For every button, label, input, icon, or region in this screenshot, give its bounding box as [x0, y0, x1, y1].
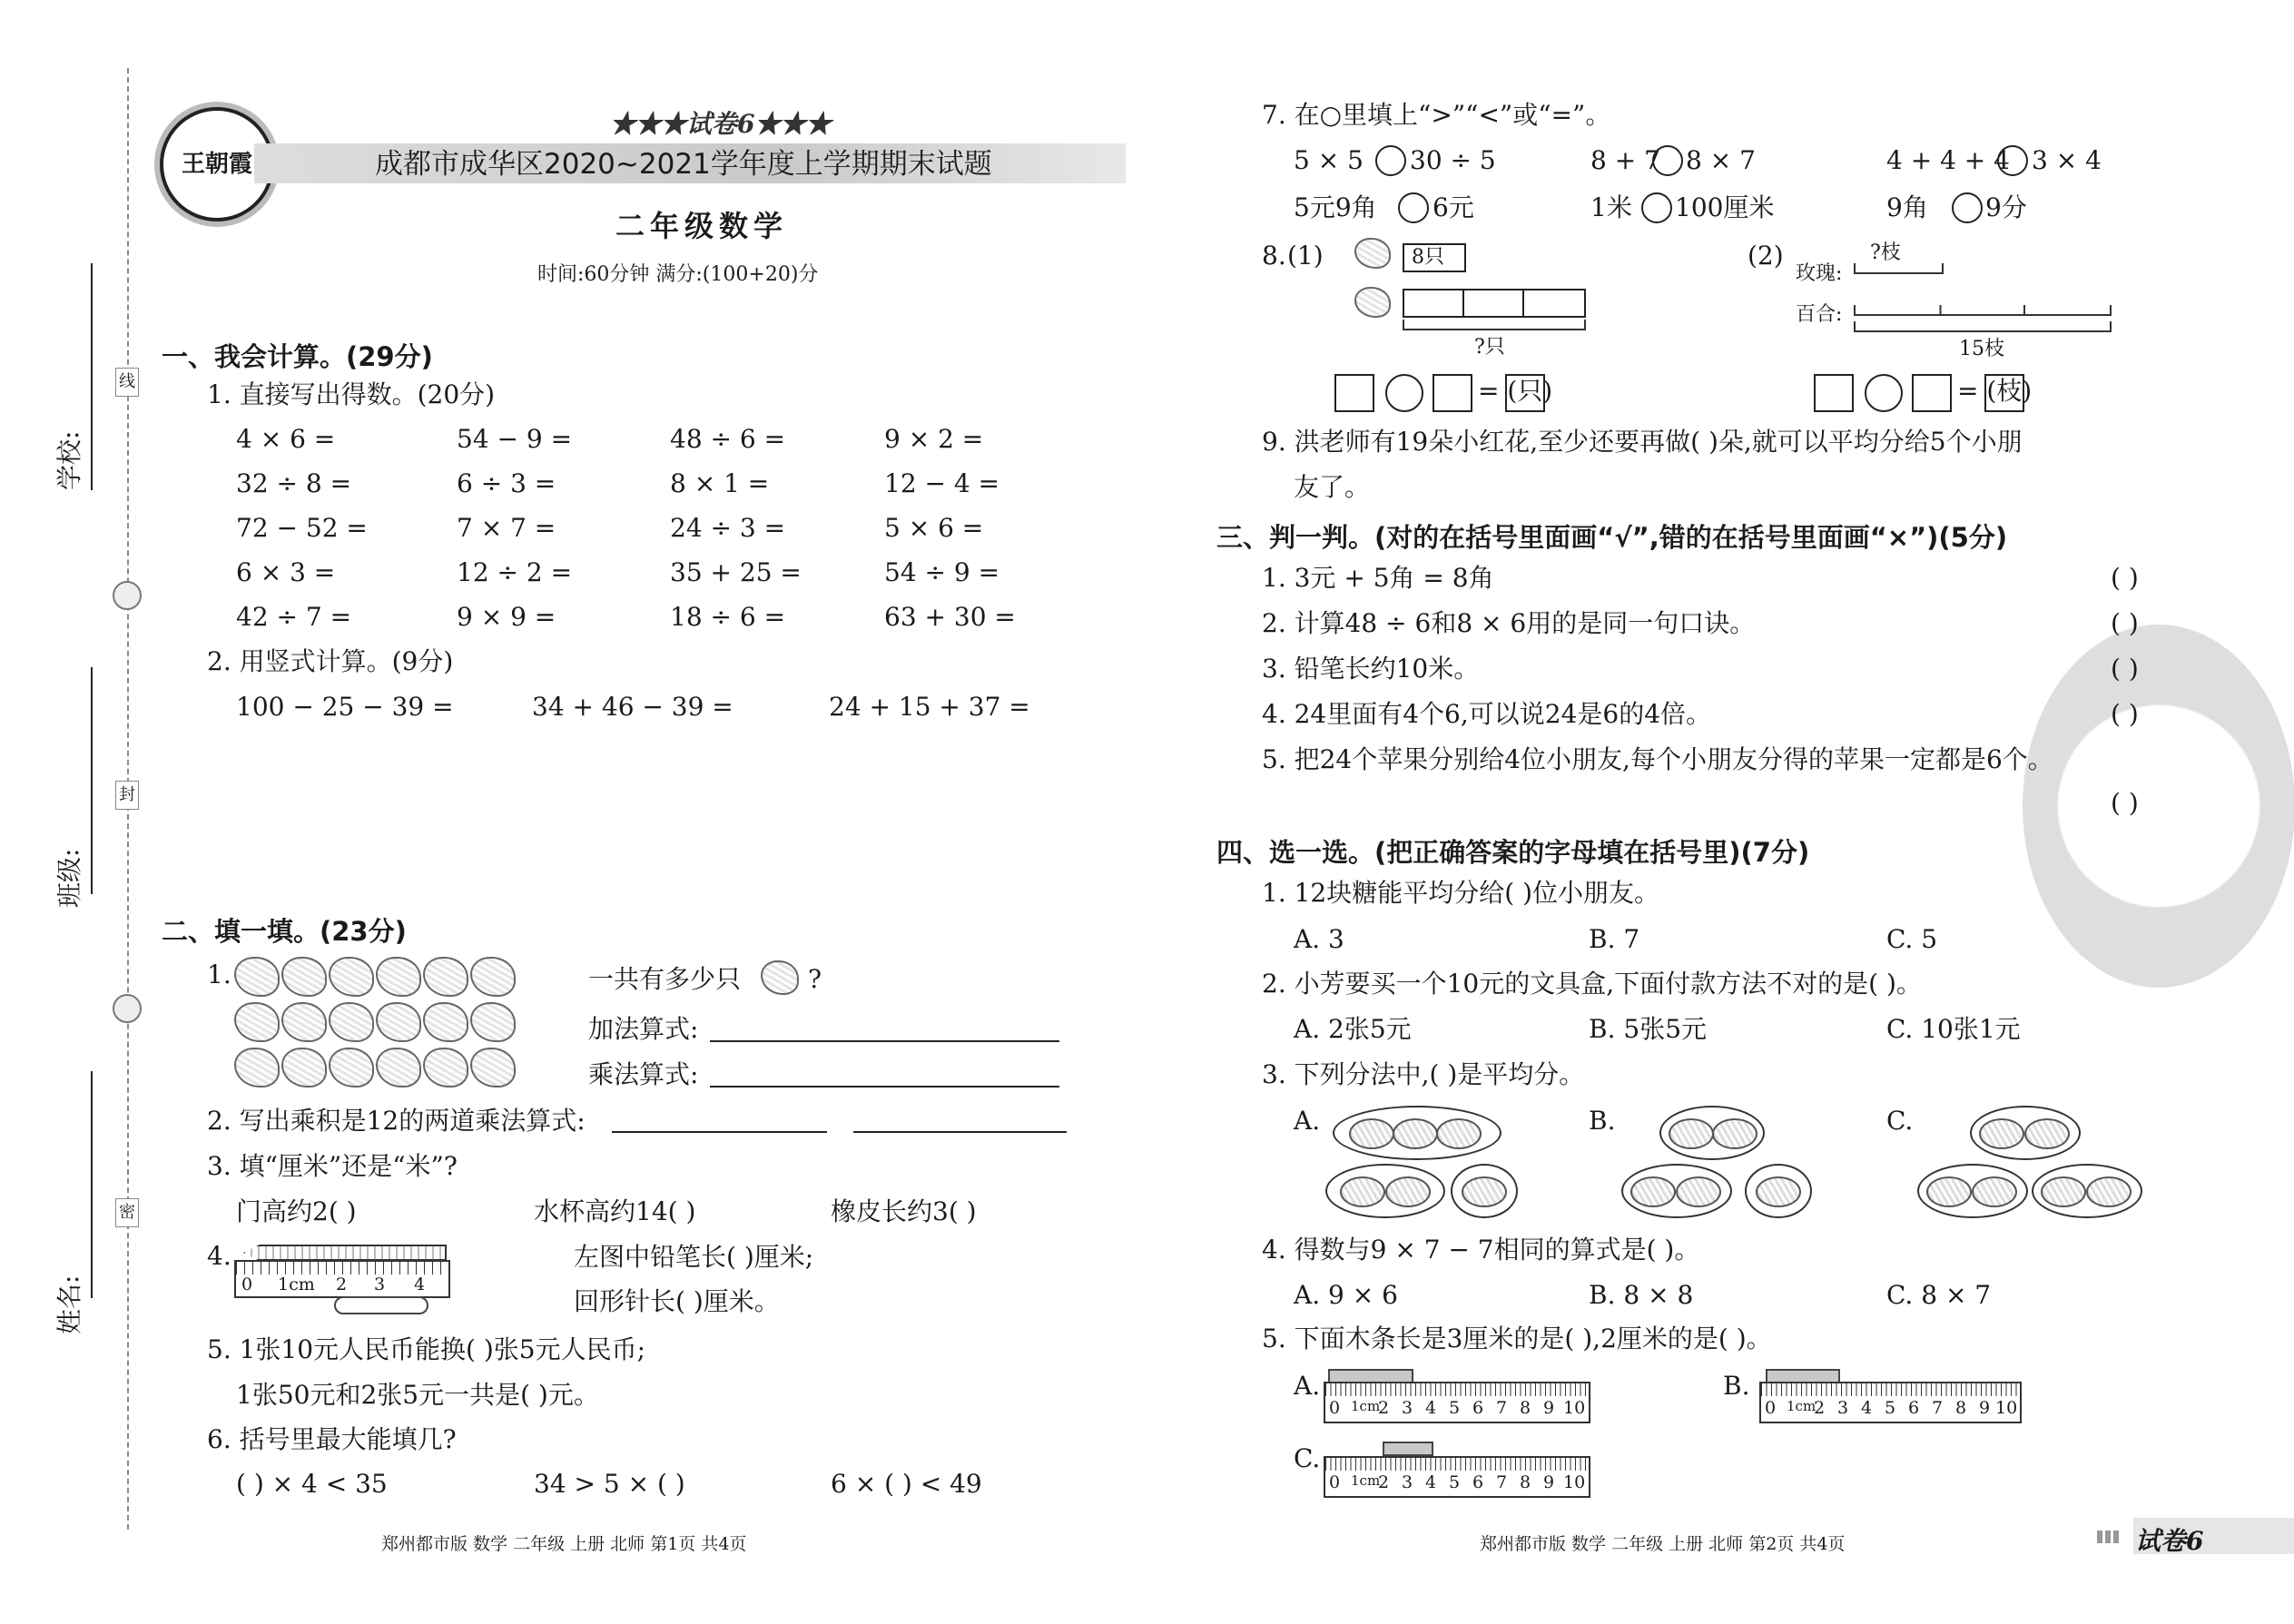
ruler-label: 3	[374, 1275, 386, 1294]
bug-icon	[423, 957, 468, 997]
judge-item: 3. 铅笔长约10米。	[1262, 654, 1480, 684]
q8-2-total: 15枝	[1959, 338, 2004, 360]
choice-option[interactable]: B. 5张5元	[1589, 1014, 1708, 1044]
calc-item: 12 − 4 =	[884, 468, 1000, 498]
ruler-label: 0	[1329, 1472, 1341, 1492]
max-fill-item[interactable]: ( ) × 4 < 35	[236, 1469, 388, 1499]
calc-item: 35 + 25 =	[670, 557, 802, 587]
answer-box[interactable]	[1334, 374, 1374, 412]
q8-2-unit: = (枝)	[1957, 376, 2033, 406]
ruler-label: 9	[1543, 1398, 1555, 1418]
s2-q1-add-label: 加法算式:	[588, 1014, 699, 1044]
unit-fill-item[interactable]: 橡皮长约3( )	[831, 1196, 977, 1226]
choice-option[interactable]: C. 8 × 7	[1886, 1280, 1992, 1310]
answer-box[interactable]	[1433, 374, 1472, 412]
fish-icon	[1712, 1118, 1757, 1149]
binding-mark-mi: 密	[115, 1198, 139, 1227]
fish-icon	[2024, 1118, 2070, 1149]
ruler-label: 6	[1472, 1472, 1484, 1492]
compare-right: 9分	[1985, 192, 2027, 222]
s2-q1-mul-label: 乘法算式:	[588, 1059, 699, 1089]
compare-left: 4 + 4 + 4	[1886, 145, 2010, 175]
ruler-label: 1cm	[1787, 1398, 1816, 1414]
compare-right: 100厘米	[1675, 192, 1775, 222]
compare-right: 3 × 4	[2032, 145, 2102, 175]
logo-text: 王朝霞	[181, 151, 252, 178]
ruler-c	[1324, 1456, 1590, 1498]
ruler-label: 8	[1520, 1398, 1531, 1418]
ruler-ticks	[1325, 1458, 1589, 1471]
ruler-label: 0	[241, 1275, 253, 1294]
name-field[interactable]	[91, 1071, 93, 1298]
ruler-label: 8	[1520, 1472, 1531, 1492]
choice-option[interactable]: A. 9 × 6	[1294, 1280, 1398, 1310]
compare-circle[interactable]	[1398, 192, 1429, 223]
ruler	[234, 1260, 450, 1298]
ruler-label: 6	[1908, 1398, 1920, 1418]
fish-icon	[1926, 1176, 1972, 1207]
q8-1-unit: = (只)	[1478, 376, 1553, 406]
calc-item: 8 × 1 =	[670, 468, 770, 498]
choice-option[interactable]: B. 7	[1589, 924, 1640, 954]
q8-2-rose-question: ?枝	[1870, 241, 1901, 264]
bug-icon	[376, 1048, 421, 1088]
compare-left: 5元9角	[1294, 192, 1377, 222]
decor-circle-icon	[113, 994, 142, 1023]
fish-icon	[1630, 1176, 1676, 1207]
s2-q4-a: 左图中铅笔长( )厘米;	[574, 1242, 814, 1272]
fish-icon	[1349, 1118, 1394, 1149]
s1-q2-title: 2. 用竖式计算。(9分)	[207, 646, 454, 676]
max-fill-item[interactable]: 6 × ( ) < 49	[831, 1469, 982, 1499]
judge-item: 4. 24里面有4个6,可以说24是6的4倍。	[1262, 699, 1712, 729]
bug-icon	[1354, 238, 1391, 269]
q8-2-rose-label: 玫瑰:	[1796, 262, 1843, 285]
bug-icon	[423, 1048, 468, 1088]
bug-icon	[470, 957, 516, 997]
name-label: 姓名:	[54, 1275, 84, 1334]
compare-circle[interactable]	[1375, 145, 1406, 176]
fish-icon	[1340, 1176, 1385, 1207]
class-label: 班级:	[54, 848, 84, 908]
calc-item: 12 ÷ 2 =	[457, 557, 573, 587]
choice-option[interactable]: B. 8 × 8	[1589, 1280, 1694, 1310]
compare-left: 1米	[1590, 192, 1632, 222]
choice-q3: 3. 下列分法中,( )是平均分。	[1262, 1059, 1585, 1089]
ruler-label: 5	[1449, 1472, 1461, 1492]
fish-icon	[1385, 1176, 1431, 1207]
time-info: 时间:60分钟 满分:(100+20)分	[537, 263, 819, 286]
choice-q2: 2. 小芳要买一个10元的文具盒,下面付款方法不对的是( )。	[1262, 969, 1922, 999]
ruler-label: 6	[1472, 1398, 1484, 1418]
ruler-label: 9	[1543, 1472, 1555, 1492]
fish-icon	[1979, 1118, 2024, 1149]
ruler-label: 1cm	[1351, 1398, 1381, 1414]
q8-1-label: (1)	[1287, 241, 1324, 271]
ruler-label: 4	[1861, 1398, 1873, 1418]
ruler-label: 9	[1979, 1398, 1991, 1418]
ruler-label: 7	[1496, 1472, 1508, 1492]
s2-q1-qmark: ?	[808, 964, 822, 994]
bug-icon	[329, 957, 374, 997]
judge-answer[interactable]: ( )	[2111, 563, 2139, 593]
q7-title: 7. 在○里填上“>”“<”或“=”。	[1262, 100, 1611, 130]
s2-q4-b: 回形针长( )厘米。	[574, 1286, 780, 1316]
ruler-label: 7	[1932, 1398, 1944, 1418]
pencil-drawing	[243, 1245, 447, 1261]
calc-item: 6 ÷ 3 =	[457, 468, 556, 498]
compare-left: 9角	[1886, 192, 1928, 222]
ruler-label: 10	[1995, 1398, 2018, 1418]
q8-1-brace	[1403, 320, 1586, 330]
calc-item: 42 ÷ 7 =	[236, 602, 352, 632]
s2-q1-num: 1.	[207, 960, 231, 989]
judge-answer[interactable]: ( )	[2111, 608, 2139, 638]
bug-icon	[470, 1048, 516, 1088]
ruler-label: 8	[1955, 1398, 1967, 1418]
ruler-label: 2	[336, 1275, 348, 1294]
ruler-label: 4	[1425, 1472, 1437, 1492]
seal-watermark	[2023, 625, 2294, 988]
s1-q1-title: 1. 直接写出得数。(20分)	[207, 379, 496, 409]
ruler-label: 5	[1885, 1398, 1896, 1418]
ruler-label: 4	[414, 1275, 426, 1294]
compare-right: 30 ÷ 5	[1410, 145, 1496, 175]
fish-icon	[1393, 1118, 1438, 1149]
footer-badge	[2093, 1518, 2294, 1554]
section3-title: 三、判一判。(对的在括号里面画“√”,错的在括号里面画“×”)(5分)	[1216, 522, 2008, 553]
bug-icon	[423, 1002, 468, 1042]
compare-circle[interactable]	[1641, 192, 1672, 223]
wood-strip-c	[1383, 1442, 1433, 1456]
ruler-a	[1324, 1382, 1590, 1423]
choice-option[interactable]: C.	[1294, 1443, 1321, 1473]
ruler-label: 10	[1563, 1398, 1586, 1418]
fish-icon	[1462, 1176, 1507, 1207]
judge-answer[interactable]: ( )	[2111, 654, 2139, 684]
choice-q4: 4. 得数与9 × 7 − 7相同的算式是( )。	[1262, 1235, 1700, 1265]
ruler-label: 2	[1378, 1472, 1390, 1492]
section2-title: 二、填一填。(23分)	[162, 916, 407, 947]
choice-option[interactable]: B.	[1589, 1106, 1616, 1136]
product-formula-field-2[interactable]	[853, 1131, 1067, 1133]
s2-q4-num: 4.	[207, 1241, 231, 1271]
footer-right: 郑州都市版 数学 二年级 上册 北师 第2页 共4页	[1480, 1534, 1846, 1554]
calc-item: 4 × 6 =	[236, 424, 336, 454]
calc-item: 54 − 9 =	[457, 424, 573, 454]
calc-item: 63 + 30 =	[884, 602, 1016, 632]
bug-icon	[329, 1002, 374, 1042]
fish-icon	[1972, 1176, 2017, 1207]
bug-icon	[761, 960, 799, 995]
fish-icon	[2041, 1176, 2086, 1207]
calc-item: 18 ÷ 6 =	[670, 602, 786, 632]
q8-2-lily-bar	[1854, 305, 2112, 316]
q8-1-segment	[1522, 289, 1586, 318]
school-field[interactable]	[91, 263, 93, 490]
choice-option[interactable]: A.	[1294, 1371, 1321, 1401]
q8-2-lily-label: 百合:	[1796, 303, 1843, 326]
calc-item: 48 ÷ 6 =	[670, 424, 786, 454]
calc-item: 5 × 6 =	[884, 513, 984, 543]
ruler-label: 2	[1814, 1398, 1826, 1418]
s2-q2: 2. 写出乘积是12的两道乘法算式:	[207, 1106, 586, 1136]
choice-q5: 5. 下面木条长是3厘米的是( ),2厘米的是( )。	[1262, 1324, 1772, 1353]
s2-q5-b: 1张50元和2张5元一共是( )元。	[236, 1380, 599, 1410]
q8-1-known-box	[1403, 243, 1466, 272]
calc-item: 32 ÷ 8 =	[236, 468, 352, 498]
vertical-calc-item: 24 + 15 + 37 =	[829, 692, 1030, 722]
fish-icon	[2086, 1176, 2132, 1207]
ruler-label: 7	[1496, 1398, 1508, 1418]
answer-box[interactable]	[1912, 374, 1952, 412]
vertical-calc-item: 34 + 46 − 39 =	[532, 692, 733, 722]
ruler-label: 10	[1563, 1472, 1586, 1492]
bug-icon	[281, 1048, 327, 1088]
bug-icon	[281, 957, 327, 997]
ruler-ticks	[1761, 1383, 2020, 1396]
section1-title: 一、我会计算。(29分)	[162, 341, 433, 372]
calc-item: 7 × 7 =	[457, 513, 556, 543]
q8-2-label: (2)	[1748, 241, 1784, 271]
paperclip-drawing	[334, 1296, 428, 1314]
choice-option[interactable]: A. 2张5元	[1294, 1014, 1412, 1044]
compare-right: 6元	[1433, 192, 1474, 222]
ruler-label: 3	[1402, 1398, 1413, 1418]
ruler-label: 3	[1837, 1398, 1849, 1418]
judge-answer[interactable]: ( )	[2111, 699, 2139, 729]
s2-q5-a: 5. 1张10元人民币能换( )张5元人民币;	[207, 1334, 646, 1364]
binding-mark-xian: 线	[115, 368, 139, 397]
stars-label: ★★★试卷6★★★	[610, 109, 832, 139]
choice-option[interactable]: C. 10张1元	[1886, 1014, 2021, 1044]
calc-item: 54 ÷ 9 =	[884, 557, 1000, 587]
bug-icon	[376, 1002, 421, 1042]
school-label: 学校:	[54, 430, 84, 490]
calc-item: 72 − 52 =	[236, 513, 368, 543]
q8-1-segment	[1403, 289, 1466, 318]
ruler-label: 4	[1425, 1398, 1437, 1418]
bug-icon	[234, 1048, 280, 1088]
badge-label: 试卷6	[2135, 1526, 2204, 1556]
ruler-b	[1759, 1382, 2022, 1423]
q8-1-known-label: 8只	[1412, 246, 1444, 269]
compare-circle[interactable]	[1997, 145, 2028, 176]
q8-1-segment	[1462, 289, 1526, 318]
calc-item: 9 × 9 =	[457, 602, 556, 632]
fish-icon	[1436, 1118, 1482, 1149]
compare-circle[interactable]	[1652, 145, 1683, 176]
footer-left: 郑州都市版 数学 二年级 上册 北师 第1页 共4页	[381, 1534, 747, 1554]
compare-left: 5 × 5	[1294, 145, 1364, 175]
compare-circle[interactable]	[1952, 192, 1983, 223]
choice-q1: 1. 12块糖能平均分给( )位小朋友。	[1262, 878, 1659, 908]
calc-item: 6 × 3 =	[236, 557, 336, 587]
ruler-label: 0	[1329, 1398, 1341, 1418]
judge-answer[interactable]: ( )	[2111, 788, 2139, 818]
q8-1-question: ?只	[1474, 336, 1505, 359]
ruler-label: 1cm	[278, 1275, 315, 1294]
ruler-label: 2	[1378, 1398, 1390, 1418]
s2-q6-title: 6. 括号里最大能填几?	[207, 1424, 457, 1454]
subject-title: 二年级数学	[615, 209, 789, 243]
q9-line2: 友了。	[1294, 472, 1371, 502]
bug-icon	[1354, 287, 1391, 318]
bug-icon	[470, 1002, 516, 1042]
unit-fill-item[interactable]: 门高约2( )	[236, 1196, 357, 1226]
judge-item: 1. 3元 + 5角 = 8角	[1262, 563, 1494, 593]
ruler-label: 5	[1449, 1398, 1461, 1418]
q8-2-brace	[1854, 321, 2112, 332]
q8-num: 8.	[1262, 241, 1286, 271]
ruler-label: 3	[1402, 1472, 1413, 1492]
fish-icon	[1669, 1118, 1714, 1149]
ruler-ticks	[236, 1262, 448, 1275]
s2-q1-question: 一共有多少只	[588, 964, 742, 994]
s2-q3-title: 3. 填“厘米”还是“米”?	[207, 1151, 458, 1181]
class-field[interactable]	[91, 667, 93, 894]
choice-option[interactable]: A.	[1294, 1106, 1321, 1136]
bug-icon	[234, 957, 280, 997]
ruler-label: 0	[1765, 1398, 1777, 1418]
add-formula-field[interactable]	[710, 1040, 1059, 1042]
bug-icon	[281, 1002, 327, 1042]
badge-squares-icon	[2097, 1530, 2119, 1543]
product-formula-field-1[interactable]	[612, 1131, 827, 1133]
choice-option[interactable]: A. 3	[1294, 924, 1344, 954]
binding-mark-feng: 封	[115, 781, 139, 810]
calc-item: 24 ÷ 3 =	[670, 513, 786, 543]
judge-item: 2. 计算48 ÷ 6和8 × 6用的是同一句口诀。	[1262, 608, 1756, 638]
choice-option[interactable]: C.	[1886, 1106, 1914, 1136]
choice-option[interactable]: C. 5	[1886, 924, 1938, 954]
answer-box[interactable]	[1814, 374, 1854, 412]
bug-icon	[376, 957, 421, 997]
bug-icon	[329, 1048, 374, 1088]
judge-item: 5. 把24个苹果分别给4位小朋友,每个小朋友分得的苹果一定都是6个。	[1262, 744, 2053, 774]
answer-circle[interactable]	[1385, 374, 1423, 412]
section4-title: 四、选一选。(把正确答案的字母填在括号里)(7分)	[1216, 837, 1810, 868]
ruler-ticks	[1325, 1383, 1589, 1396]
bugs-group	[234, 957, 516, 1091]
fish-icon	[1756, 1176, 1801, 1207]
calc-item: 9 × 2 =	[884, 424, 984, 454]
vertical-calc-item: 100 − 25 − 39 =	[236, 692, 454, 722]
decor-circle-icon	[113, 581, 142, 610]
max-fill-item[interactable]: 34 > 5 × ( )	[534, 1469, 685, 1499]
answer-circle[interactable]	[1865, 374, 1903, 412]
q9-line1: 9. 洪老师有19朵小红花,至少还要再做( )朵,就可以平均分给5个小朋	[1262, 427, 2023, 457]
unit-fill-item[interactable]: 水杯高约14( )	[534, 1196, 696, 1226]
compare-right: 8 × 7	[1686, 145, 1756, 175]
bug-icon	[234, 1002, 280, 1042]
compare-left: 8 + 7	[1590, 145, 1660, 175]
choice-option[interactable]: B.	[1723, 1371, 1750, 1401]
ruler-label: 1cm	[1351, 1472, 1381, 1489]
fish-icon	[1676, 1176, 1721, 1207]
mul-formula-field[interactable]	[710, 1086, 1059, 1088]
exam-title: 成都市成华区2020~2021学年度上学期期末试题	[375, 148, 992, 181]
